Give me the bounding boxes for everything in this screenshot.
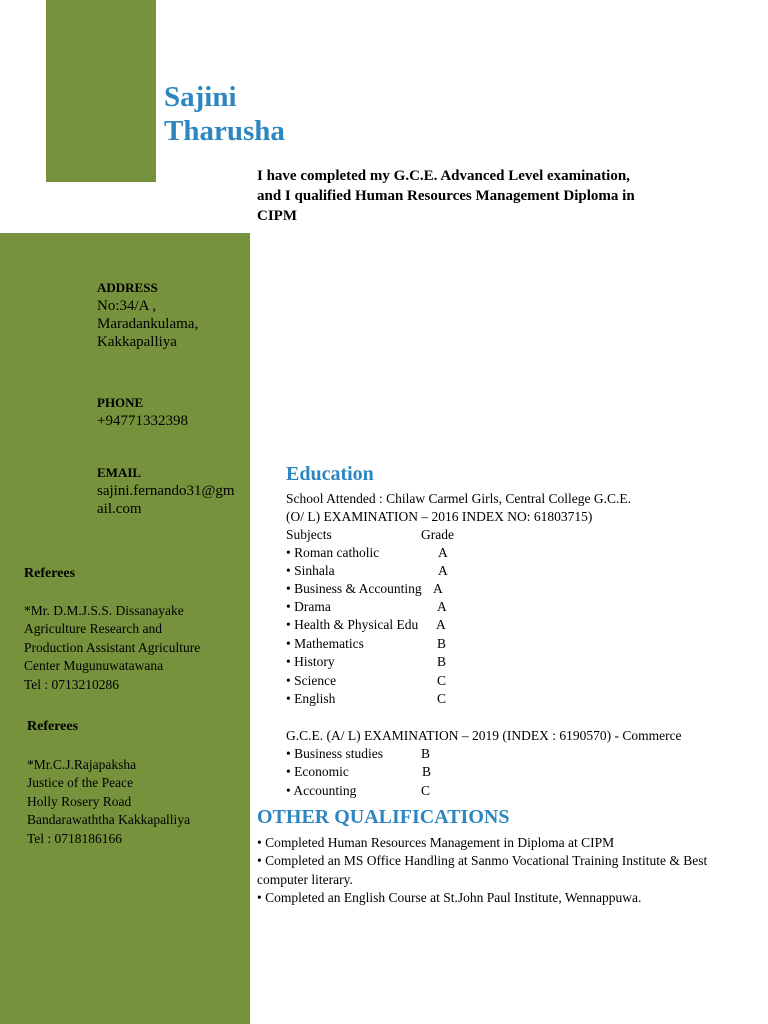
candidate-name xyxy=(164,80,285,148)
education-title: Education xyxy=(286,463,374,485)
subject-name: • History xyxy=(286,654,335,669)
subject-grade: C xyxy=(421,783,431,798)
other-qualifications-title: OTHER QUALIFICATIONS xyxy=(257,806,510,828)
ol-exam-line: (O/ L) EXAMINATION – 2016 INDEX NO: 61803715) xyxy=(286,509,593,524)
subject-name: • Business studies xyxy=(286,746,383,761)
grade-header: Grade xyxy=(421,527,454,542)
subject-grade: B xyxy=(422,764,432,779)
qualifications-list xyxy=(257,834,717,908)
subject-grade: A xyxy=(437,599,447,614)
qualification-item: • Completed Human Resources Management in Diploma at CIPM xyxy=(257,835,615,850)
subject-grade: B xyxy=(437,654,447,669)
referees-heading: Referees xyxy=(27,719,79,734)
subject-grade: B xyxy=(437,636,447,651)
subject-grade: A xyxy=(436,617,446,632)
subjects-header: Subjects xyxy=(286,527,332,542)
address-block xyxy=(97,279,198,351)
subject-name: • Mathematics xyxy=(286,636,364,651)
school-line: School Attended : Chilaw Carmel Girls, Central College G.C.E. xyxy=(286,491,631,506)
email-label: EMAIL xyxy=(97,465,142,480)
referee-details: *Mr.C.J.Rajapaksha Justice of the Peace Holly Rosery Road Bandarawaththa Kakkapalliya Tel : 0718186166 xyxy=(27,757,191,846)
top-accent-bar xyxy=(46,0,156,182)
email-value-cont: ail.com xyxy=(97,501,142,517)
subject-grade: C xyxy=(437,691,447,706)
subject-name: • Science xyxy=(286,673,337,688)
first-name: Sajini xyxy=(164,81,237,113)
subject-grade: C xyxy=(437,673,447,688)
qualification-item: • Completed an MS Office Handling at Sanmo Vocational Training Institute & Best computer literary. xyxy=(257,853,708,887)
address-label: ADDRESS xyxy=(97,280,158,295)
subject-grade: A xyxy=(438,563,448,578)
subject-name: • Accounting xyxy=(286,783,357,798)
subject-name: • Health & Physical Edu xyxy=(286,617,419,632)
last-name: Tharusha xyxy=(164,115,285,147)
subject-name: • English xyxy=(286,691,336,706)
subject-name: • Drama xyxy=(286,599,331,614)
phone-block xyxy=(97,394,188,430)
phone-value: +94771332398 xyxy=(97,413,188,429)
phone-label: PHONE xyxy=(97,395,144,410)
subject-name: • Economic xyxy=(286,764,349,779)
referee-details: *Mr. D.M.J.S.S. Dissanayake Agriculture Research and Production Assistant Agriculture Center Mugunuwatawana Tel : 0713210286 xyxy=(24,603,201,692)
email-value: sajini.fernando31@gm xyxy=(97,483,235,499)
qualification-item: • Completed an English Course at St.John Paul Institute, Wennappuwa. xyxy=(257,890,642,906)
summary: I have completed my G.C.E. Advanced Level examination, and I qualified Human Resources Management Diploma in CIPM xyxy=(257,168,635,224)
subject-name: • Business & Accounting xyxy=(286,581,422,596)
subject-name: • Sinhala xyxy=(286,563,335,578)
email-block xyxy=(97,464,297,524)
al-exam-line: G.C.E. (A/ L) EXAMINATION – 2019 (INDEX : 6190570) - Commerce xyxy=(286,728,682,743)
subject-grade: A xyxy=(433,581,443,596)
subject-name: • Roman catholic xyxy=(286,545,380,560)
subject-grade: B xyxy=(421,746,431,761)
referees-heading: Referees xyxy=(24,566,76,581)
address-value: No:34/A , Maradankulama, Kakkapalliya xyxy=(97,298,199,350)
subject-grade: A xyxy=(438,545,448,560)
